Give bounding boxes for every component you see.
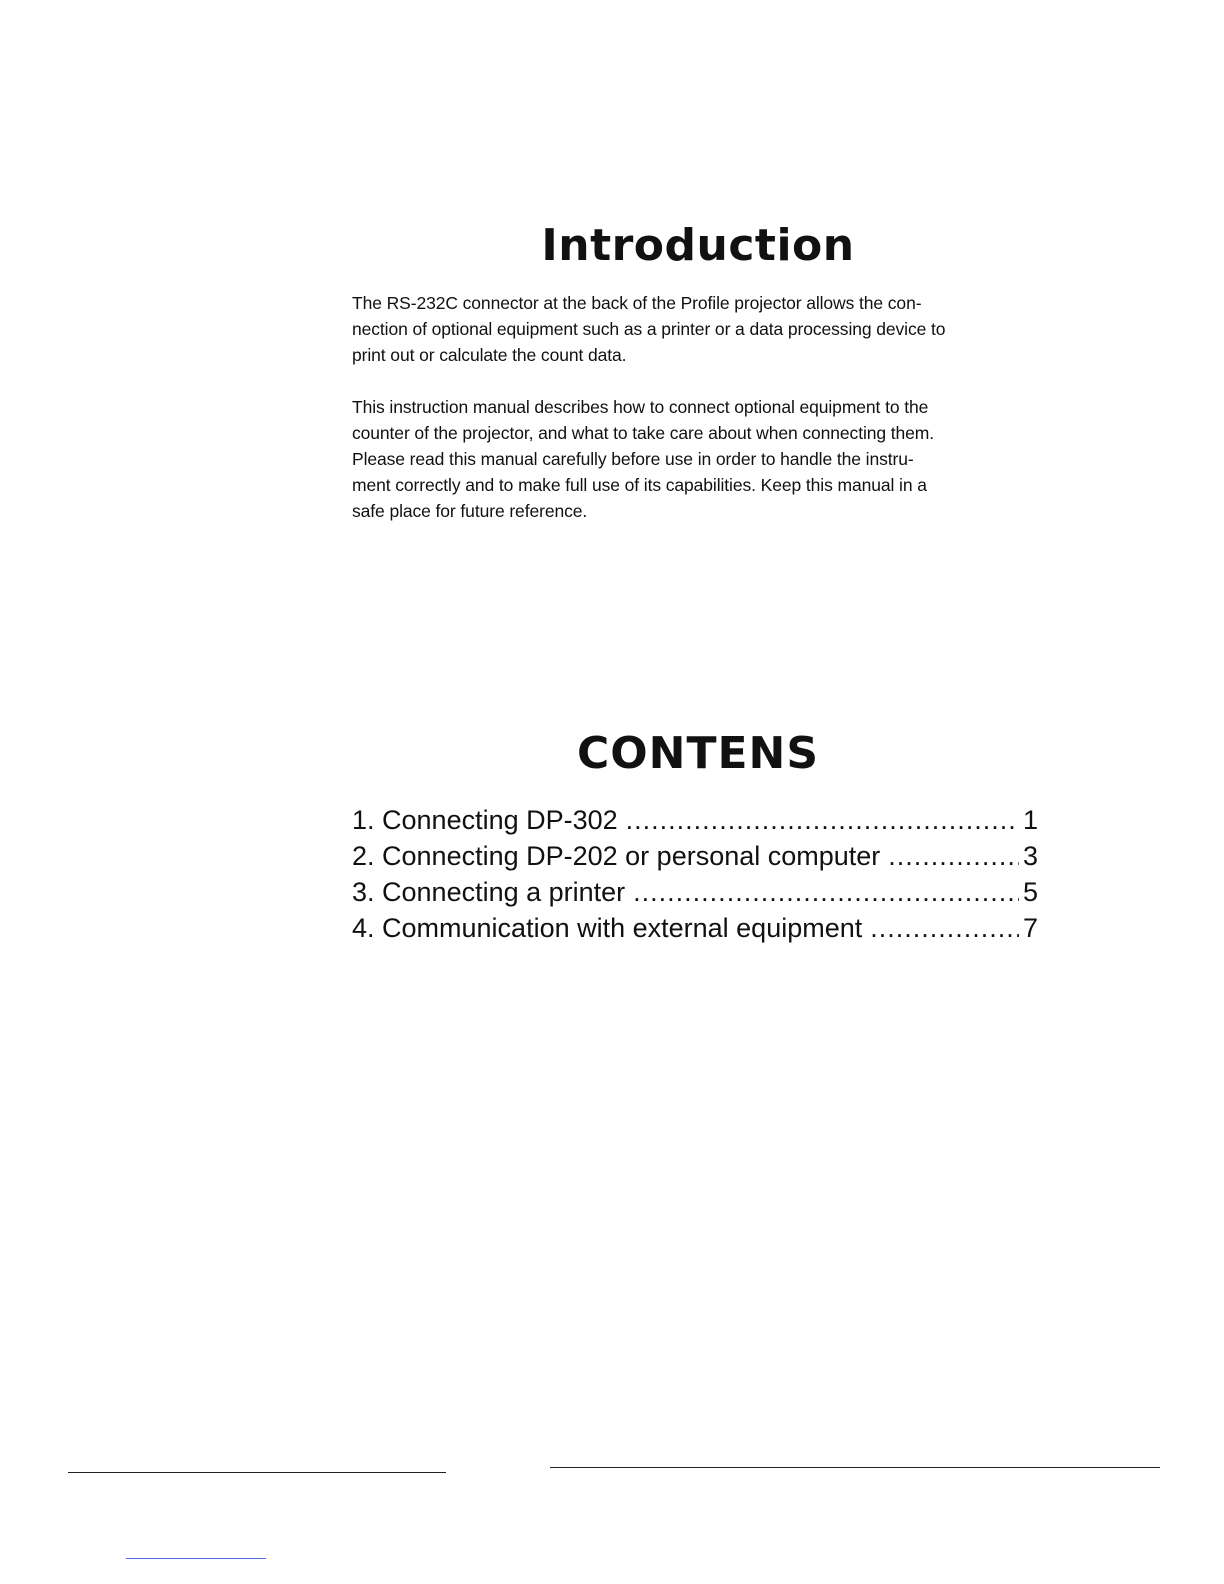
toc-leader-dots bbox=[626, 802, 1019, 838]
toc-entry bbox=[352, 802, 1038, 838]
footer-underline bbox=[126, 1558, 266, 1559]
toc-leader-dots bbox=[870, 910, 1019, 946]
toc-entry-page: 5 bbox=[1022, 877, 1038, 907]
paragraph-line: print out or calculate the count data. bbox=[352, 345, 627, 365]
paragraph-line: counter of the projector, and what to take care about when connecting them. bbox=[352, 423, 935, 443]
toc-entry-label: 2. Connecting DP-202 or personal computer bbox=[352, 841, 881, 871]
toc-entry-page: 7 bbox=[1022, 913, 1038, 943]
toc-entry bbox=[352, 838, 1038, 874]
introduction-paragraph-2 bbox=[352, 394, 1052, 524]
footer-rule-left bbox=[68, 1472, 446, 1473]
paragraph-line: ment correctly and to make full use of its capabilities. Keep this manual in a bbox=[352, 475, 927, 495]
introduction-paragraph-1 bbox=[352, 290, 1052, 368]
toc-entry-page: 1 bbox=[1022, 805, 1038, 835]
footer-rule-right bbox=[550, 1467, 1160, 1468]
toc-entry bbox=[352, 910, 1038, 946]
toc-leader-dots bbox=[633, 874, 1019, 910]
toc-entry-page: 3 bbox=[1022, 841, 1038, 871]
table-of-contents bbox=[352, 802, 1038, 946]
paragraph-line: Please read this manual carefully before use in order to handle the instru- bbox=[352, 449, 914, 469]
toc-entry-label: 4. Communication with external equipment bbox=[352, 913, 863, 943]
contents-heading: CONTENS bbox=[576, 728, 820, 779]
toc-entry-label: 3. Connecting a printer bbox=[352, 877, 626, 907]
toc-leader-dots bbox=[888, 838, 1019, 874]
toc-entry-label: 1. Connecting DP-302 bbox=[352, 805, 618, 835]
paragraph-line: safe place for future reference. bbox=[352, 501, 588, 521]
paragraph-line: The RS-232C connector at the back of the Profile projector allows the con- bbox=[352, 293, 922, 313]
introduction-heading: Introduction bbox=[541, 220, 855, 271]
toc-entry bbox=[352, 874, 1038, 910]
paragraph-line: This instruction manual describes how to connect optional equipment to the bbox=[352, 397, 929, 417]
paragraph-line: nection of optional equipment such as a printer or a data processing device to bbox=[352, 319, 946, 339]
